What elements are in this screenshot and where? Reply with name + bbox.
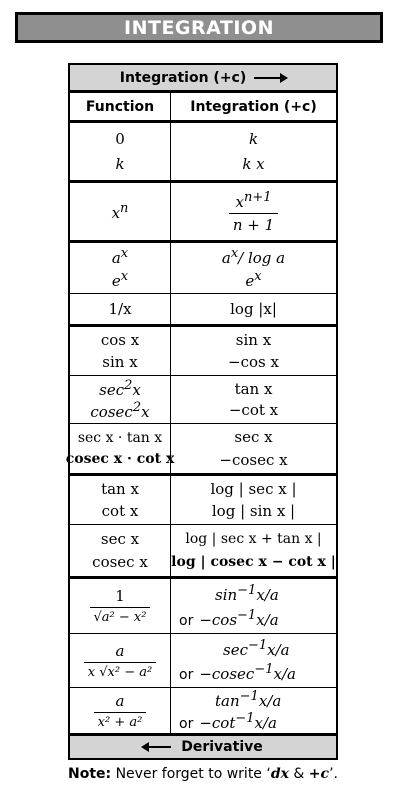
- integration-cell: [171, 294, 336, 324]
- integration-text: [223, 638, 290, 659]
- function-cell: [70, 476, 171, 524]
- fraction-denominator: x √x² − a²: [84, 662, 156, 680]
- integration-text: [245, 269, 261, 290]
- function-text: [112, 269, 128, 290]
- base-text: −cosec: [199, 665, 255, 684]
- exponent-text: −1: [237, 608, 257, 623]
- integration-text: −cot x: [228, 401, 279, 420]
- integration-cell: [171, 525, 336, 576]
- base-text: sec: [223, 640, 248, 659]
- table-row: [70, 476, 336, 524]
- function-text: [112, 201, 129, 222]
- base-text: −cos: [199, 611, 238, 629]
- integration-text: [215, 583, 279, 604]
- fraction: [90, 587, 151, 625]
- function-text: k: [115, 155, 125, 173]
- table-row: [70, 525, 336, 576]
- integration-cell: [171, 634, 336, 687]
- rest-text: x/a: [273, 665, 296, 684]
- integration-text: k: [248, 130, 259, 148]
- function-cell: [70, 327, 171, 375]
- function-text: cosec x · cot x: [65, 451, 175, 468]
- function-text: tan x: [101, 480, 139, 498]
- integration-text: log | sec x + tan x |: [185, 531, 322, 548]
- function-text: cosec x: [92, 553, 148, 571]
- integration-text: sin x: [235, 331, 272, 349]
- fraction: [94, 692, 147, 730]
- integration-text: log | cosec x − cot x |: [171, 553, 336, 570]
- table-row: [70, 294, 336, 324]
- base-text: tan: [215, 692, 240, 710]
- integration-cell: [171, 424, 336, 473]
- fraction-numerator: a: [115, 641, 125, 660]
- note-amp: &: [288, 766, 309, 782]
- exponent-text: 2: [132, 400, 142, 416]
- integration-cell: [171, 579, 336, 633]
- note-dx: dx: [270, 766, 289, 782]
- exponent-text: n+1: [243, 189, 272, 205]
- fraction-denominator: √a² − x²: [90, 607, 151, 625]
- exponent-text: x: [120, 269, 129, 285]
- exponent-text: −1: [254, 662, 274, 678]
- note-text: Never forget to write ‘: [115, 766, 271, 782]
- page-title-text: INTEGRATION: [124, 16, 274, 39]
- derivative-direction-row: [70, 736, 336, 758]
- arrow-left-icon: [143, 746, 171, 748]
- base-text: x: [235, 192, 244, 211]
- integration-text: log | sec x |: [210, 480, 297, 498]
- page-title: [15, 12, 383, 43]
- exponent-text: n: [120, 201, 129, 216]
- note-label: Note:: [68, 766, 112, 782]
- integration-text: [222, 246, 285, 267]
- base-text: e: [245, 272, 255, 291]
- integration-cell: [171, 327, 336, 375]
- fraction-numerator: a: [115, 691, 125, 710]
- integration-table: [65, 63, 338, 760]
- exponent-text: −1: [239, 689, 259, 704]
- function-text: 0: [115, 130, 125, 148]
- fraction-denominator: n + 1: [229, 213, 278, 234]
- function-text: 1/x: [108, 300, 132, 318]
- rest-text: x/a: [254, 714, 277, 732]
- exponent-text: −1: [247, 637, 268, 653]
- base-text: a: [221, 248, 231, 267]
- integration-cell: [171, 243, 336, 293]
- integration-cell: [171, 476, 336, 524]
- base-text: a: [111, 248, 121, 267]
- table-row: [70, 634, 336, 687]
- integration-text: −cos x: [228, 353, 279, 371]
- exponent-text: −1: [235, 711, 255, 726]
- or-text: or: [179, 667, 194, 684]
- integration-text: log | sin x |: [211, 502, 296, 520]
- exponent-text: x: [254, 269, 262, 285]
- function-cell: [70, 634, 171, 687]
- table-row: [70, 243, 336, 293]
- function-cell: [65, 424, 175, 473]
- header-function: [70, 93, 171, 120]
- table-row: [70, 123, 336, 180]
- header-integration-text: Integration (+c): [190, 98, 317, 115]
- rest-text: x/a: [256, 586, 279, 604]
- note-end: ’.: [329, 766, 338, 782]
- function-text: sin x: [102, 353, 138, 371]
- rest-text: x/a: [267, 640, 290, 659]
- table-row: [65, 424, 336, 473]
- integration-text: −cosec x: [219, 450, 288, 469]
- fraction: [84, 642, 156, 680]
- fraction-numerator: 1: [115, 587, 125, 605]
- integration-cell: [171, 183, 336, 240]
- function-text: [99, 378, 141, 399]
- rest-text: x/a: [258, 692, 282, 710]
- function-text: sec x · tan x: [77, 429, 163, 446]
- base-text: sin: [215, 586, 238, 604]
- base-text: −cot: [199, 714, 236, 732]
- note-c: +c: [308, 766, 330, 782]
- integration-text: [179, 662, 296, 683]
- function-cell: [70, 123, 171, 180]
- function-cell: [70, 525, 171, 576]
- exponent-text: x: [120, 245, 129, 261]
- function-cell: [70, 294, 171, 324]
- fraction-denominator: x² + a²: [94, 712, 147, 730]
- function-text: [90, 400, 149, 421]
- table-row: [70, 376, 336, 423]
- function-cell: [70, 183, 171, 240]
- rest-text: x/a: [256, 611, 279, 629]
- integration-direction-label: Integration (+c): [119, 69, 247, 86]
- function-cell: [70, 688, 171, 733]
- rest-text: x: [132, 380, 141, 399]
- integration-text: sec x: [234, 428, 273, 447]
- integration-text: tan x: [234, 379, 273, 398]
- integration-cell: [171, 123, 336, 180]
- base-text: x: [111, 204, 121, 222]
- or-text: or: [179, 716, 194, 732]
- fraction: [229, 190, 278, 234]
- integration-cell: [171, 688, 336, 733]
- base-text: e: [111, 272, 121, 291]
- integration-text: [179, 608, 279, 629]
- header-row: [70, 93, 336, 120]
- footer-note: [68, 766, 338, 782]
- function-text: cos x: [100, 331, 140, 349]
- base-text: sec: [99, 380, 125, 399]
- integration-text: log |x|: [230, 300, 277, 318]
- exponent-text: 2: [124, 377, 133, 393]
- rest-text: x: [141, 403, 150, 422]
- fraction-numerator: [231, 190, 275, 213]
- header-integration: [171, 93, 336, 120]
- table-row: [70, 327, 336, 375]
- function-text: sec x: [100, 530, 140, 548]
- table-row: [70, 579, 336, 633]
- arrow-right-icon: [254, 77, 286, 79]
- base-text: cosec: [90, 403, 133, 422]
- table-row: [70, 688, 336, 733]
- integration-text: k x: [242, 155, 265, 173]
- function-text: cot x: [101, 502, 139, 520]
- function-cell: [70, 579, 171, 633]
- function-cell: [70, 243, 171, 293]
- integration-cell: [171, 376, 336, 423]
- integration-text: [179, 711, 277, 732]
- integration-text: [215, 689, 281, 710]
- exponent-text: x: [230, 245, 239, 261]
- integration-direction-row: [70, 65, 336, 90]
- table-row: [70, 183, 336, 240]
- header-function-text: Function: [85, 98, 155, 115]
- derivative-direction-label: Derivative: [181, 739, 263, 755]
- or-text: or: [179, 613, 194, 629]
- function-cell: [70, 376, 171, 423]
- rest-text: / log a: [238, 248, 286, 267]
- exponent-text: −1: [237, 583, 257, 598]
- function-text: [112, 246, 128, 267]
